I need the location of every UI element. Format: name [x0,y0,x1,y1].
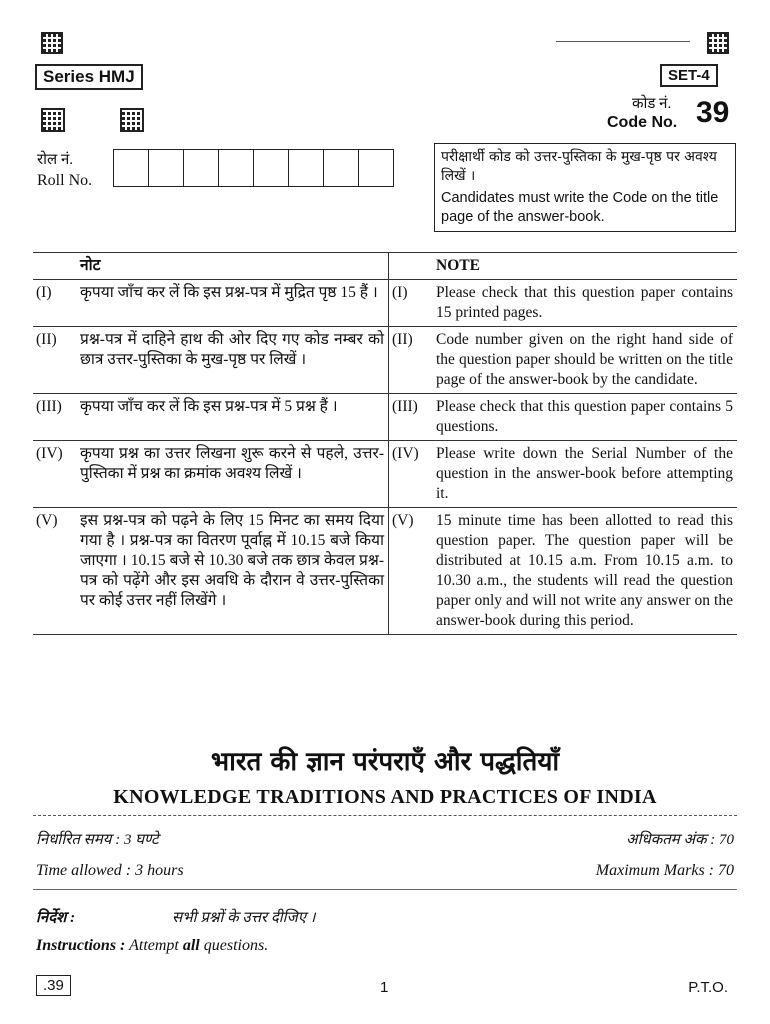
roll-box[interactable] [184,150,219,186]
notes-heading-english: NOTE [432,253,737,280]
note-number: (II) [33,327,76,394]
note-row [33,394,737,441]
note-number: (I) [33,280,76,327]
note-text-english: Please check that this question paper contains 5 questions. [432,394,737,441]
note-text-english: 15 minute time has been allotted to read this question paper. The question paper will be distributed at 10.15 a.m. From 10.15 a.m. to 10.30 a.m., the students will read the question paper only and will not write any answer on the answer-book during this period. [432,508,737,635]
page-number: 1 [380,979,389,996]
note-number: (V) [389,508,433,635]
roll-no-english: Roll No. [37,172,93,189]
qr-code-top-left [41,32,63,54]
instructions-label-hindi: निर्देश : [36,910,76,926]
note-text-hindi: कृपया प्रश्न का उत्तर लिखना शुरू करने से पहले, उत्तर-पुस्तिका में प्रश्न का क्रमांक अवश्य लिखें । [76,441,389,508]
note-text-hindi: कृपया जाँच कर लें कि इस प्रश्न-पत्र में मुद्रित पृष्ठ 15 हैं । [76,280,389,327]
instructions-text-post: questions. [203,937,269,954]
note-text-hindi: इस प्रश्न-पत्र को पढ़ने के लिए 15 मिनट का समय दिया गया है । प्रश्न-पत्र का वितरण पूर्वाह्न में 10.15 बजे किया जाएगा । 10.15 बजे से 10.30 बजे तक छात्र केवल प्रश्न-पत्र को पढ़ेंगे और इस अवधि के दौरान वे उत्तर-पुस्तिका पर कोई उत्तर नहीं लिखेंगे । [76,508,389,635]
series-label: Series HMJ [35,64,143,90]
note-number: (I) [389,280,433,327]
pto-label: P.T.O. [688,979,728,996]
note-text-english: Code number given on the right hand side of the question paper should be written on the title page of the answer-book by the candidate. [432,327,737,394]
note-number: (IV) [33,441,76,508]
subject-title-english: KNOWLEDGE TRADITIONS AND PRACTICES OF INDIA [113,786,657,808]
candidate-note-english: Candidates must write the Code on the title page of the answer-book. [441,190,719,225]
qr-code-left-1 [41,108,65,132]
time-allowed-hindi: निर्धारित समय : 3 घण्टे [36,832,159,848]
note-text-english: Please write down the Serial Number of the question in the answer-book before attempting it. [432,441,737,508]
roll-box[interactable] [359,150,393,186]
subject-title-hindi: भारत की ज्ञान परंपराएँ और पद्धतियाँ [210,747,560,777]
candidate-note-hindi: परीक्षार्थी कोड को उत्तर-पुस्तिका के मुख-पृष्ठ पर अवश्य लिखें । [441,149,717,184]
notes-heading-hindi: नोट [76,253,389,280]
roll-box[interactable] [219,150,254,186]
set-label: SET-4 [660,64,718,87]
note-row [33,508,737,635]
note-number: (IV) [389,441,433,508]
note-number: (III) [389,394,433,441]
notes-table [33,252,737,635]
notes-header-row [33,253,737,280]
roll-box[interactable] [254,150,289,186]
roll-no-boxes[interactable] [113,149,394,187]
instructions-text-hindi: सभी प्रश्नों के उत्तर दीजिए । [172,910,316,926]
note-number: (III) [33,394,76,441]
max-marks-english: Maximum Marks : 70 [595,862,734,879]
note-text-hindi: कृपया जाँच कर लें कि इस प्रश्न-पत्र में 5 प्रश्न हैं । [76,394,389,441]
note-text-english: Please check that this question paper contains 15 printed pages. [432,280,737,327]
note-number: (V) [33,508,76,635]
roll-box[interactable] [114,150,149,186]
code-no-hindi: कोड नं. [632,96,672,112]
divider-line [33,889,737,890]
note-row [33,441,737,508]
divider-line [33,815,737,816]
code-no-value: 39 [696,96,730,129]
note-row [33,327,737,394]
instructions-text-pre: Attempt [129,937,179,954]
qr-code-top-right [707,32,729,54]
qr-code-left-2 [120,108,144,132]
code-no-english: Code No. [607,114,678,131]
note-text-hindi: प्रश्न-पत्र में दाहिने हाथ की ओर दिए गए कोड नम्बर को छात्र उत्तर-पुस्तिका के मुख-पृष्ठ पर लिखें । [76,327,389,394]
roll-box[interactable] [149,150,184,186]
roll-box[interactable] [324,150,359,186]
roll-no-hindi: रोल नं. [37,152,74,168]
max-marks-hindi: अधिकतम अंक : 70 [626,832,734,848]
footer-code-box: .39 [36,975,71,996]
note-number: (II) [389,327,433,394]
candidate-code-note [434,143,736,232]
roll-box[interactable] [289,150,324,186]
instructions-text-bold: all [182,937,200,954]
instructions-label-english: Instructions : [36,937,126,954]
instructions-english [36,937,268,955]
time-allowed-english: Time allowed : 3 hours [36,862,184,879]
note-row [33,280,737,327]
signature-line [556,41,690,42]
